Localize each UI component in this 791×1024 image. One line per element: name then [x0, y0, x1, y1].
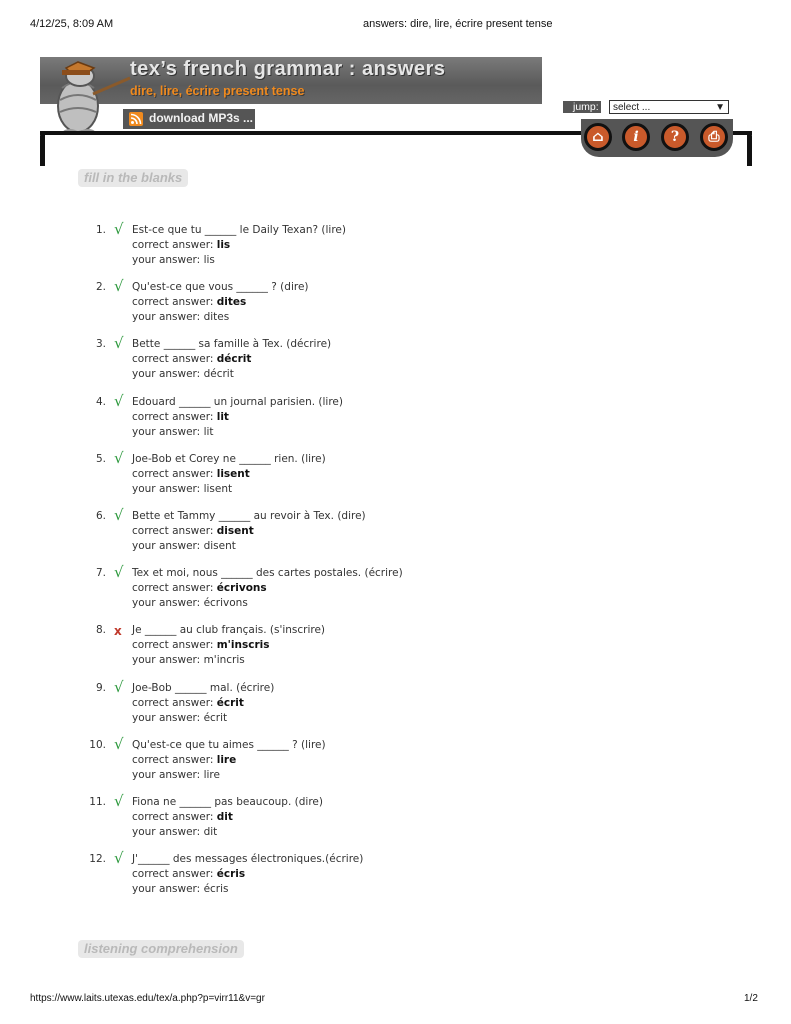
your-answer-value: décrit: [203, 368, 234, 381]
question-number: 9.: [95, 681, 106, 694]
question-prompt: Joe-Bob et Corey ne ______ rien. (lire): [132, 452, 326, 465]
correct-answer-value: écrit: [216, 696, 244, 709]
answer-item: [80, 391, 680, 453]
page-subtitle: dire, lire, écrire present tense: [130, 84, 305, 98]
correct-answer-label: correct answer:: [132, 524, 214, 537]
correct-answer-line: [132, 411, 229, 423]
your-answer-line: [132, 540, 236, 552]
correct-check-icon: √: [114, 220, 124, 238]
answer-item: [80, 277, 680, 338]
help-icon[interactable]: ?: [661, 123, 689, 151]
correct-answer-line: [132, 754, 236, 766]
correct-answer-line: [132, 639, 269, 651]
correct-answer-line: [132, 697, 244, 709]
correct-answer-label: correct answer:: [132, 810, 214, 823]
correct-answer-line: [132, 525, 254, 537]
question-prompt: Je ______ au club français. (s'inscrire): [132, 624, 326, 637]
jump-select[interactable]: [609, 100, 729, 114]
your-answer-line: [132, 426, 214, 438]
your-answer-label: your answer:: [132, 539, 201, 552]
answer-item: [80, 791, 680, 853]
question-number: 10.: [89, 738, 106, 751]
your-answer-value: m'incris: [203, 654, 245, 667]
answer-item: [80, 849, 680, 910]
answer-item: [80, 563, 680, 624]
answer-item: [80, 505, 680, 567]
rss-feed-icon: [129, 112, 143, 126]
your-answer-value: lis: [203, 254, 215, 266]
correct-answer-line: [132, 239, 230, 251]
correct-answer-line: [132, 811, 233, 823]
your-answer-label: your answer:: [132, 654, 201, 667]
your-answer-line: [132, 311, 229, 323]
info-icon[interactable]: i: [622, 123, 650, 151]
correct-answer-value: écrivons: [216, 582, 267, 595]
your-answer-line: [132, 654, 245, 666]
correct-check-icon: √: [114, 791, 124, 810]
correct-answer-value: décrit: [216, 353, 252, 366]
answer-item: [80, 448, 680, 510]
your-answer-label: your answer:: [132, 825, 201, 838]
correct-answer-label: correct answer:: [132, 582, 214, 595]
section-fill-in-blanks: fill in the blanks: [78, 169, 188, 187]
correct-check-icon: √: [114, 391, 124, 410]
your-answer-label: your answer:: [132, 597, 201, 610]
question-number: 5.: [95, 452, 106, 465]
question-prompt: Fiona ne ______ pas beaucoup. (dire): [132, 795, 323, 808]
print-doc-title: answers: dire, lire, écrire present tense: [363, 18, 553, 30]
correct-answer-value: m'inscris: [216, 639, 270, 652]
question-prompt: Bette et Tammy ______ au revoir à Tex. (dire): [132, 509, 366, 522]
correct-answer-label: correct answer:: [132, 410, 214, 423]
correct-answer-label: correct answer:: [132, 696, 214, 709]
correct-check-icon: √: [114, 734, 124, 753]
your-answer-value: lit: [203, 425, 214, 438]
your-answer-label: your answer:: [132, 482, 201, 495]
question-prompt: Edouard ______ un journal parisien. (lire): [132, 395, 343, 408]
print-datetime: 4/12/25, 8:09 AM: [30, 18, 114, 30]
correct-answer-value: lire: [216, 753, 237, 766]
your-answer-line: [132, 597, 248, 609]
your-answer-line: [132, 769, 220, 781]
answer-item: [80, 334, 680, 395]
your-answer-value: écrivons: [203, 597, 248, 610]
correct-answer-line: [132, 582, 267, 594]
print-icon[interactable]: ⎙: [700, 123, 728, 151]
correct-answer-label: correct answer:: [132, 868, 214, 881]
question-number: 12.: [89, 853, 106, 866]
correct-answer-value: lisent: [216, 467, 250, 480]
your-answer-value: écrit: [203, 711, 228, 724]
answer-list: [80, 220, 680, 910]
download-mp3-label[interactable]: download MP3s ...: [149, 111, 254, 125]
correct-answer-line: [132, 468, 250, 480]
your-answer-line: [132, 826, 217, 838]
correct-answer-value: dites: [216, 296, 247, 309]
your-answer-line: [132, 368, 234, 380]
question-number: 7.: [95, 567, 106, 580]
correct-check-icon: √: [114, 334, 124, 353]
correct-answer-value: écris: [216, 868, 246, 881]
your-answer-value: lisent: [203, 482, 233, 495]
correct-check-icon: √: [114, 563, 124, 582]
correct-answer-value: dit: [216, 810, 233, 823]
question-number: 6.: [95, 509, 106, 522]
your-answer-line: [132, 483, 232, 495]
your-answer-value: disent: [203, 539, 236, 552]
question-number: 2.: [95, 281, 106, 294]
answer-item: [80, 220, 680, 281]
your-answer-label: your answer:: [132, 311, 201, 324]
correct-answer-value: disent: [216, 524, 254, 537]
correct-check-icon: √: [114, 505, 124, 524]
chevron-down-icon: ▼: [715, 102, 725, 113]
question-number: 1.: [95, 224, 106, 236]
content-frame-left: [40, 131, 45, 166]
correct-answer-value: lit: [216, 410, 229, 423]
your-answer-line: [132, 712, 227, 724]
correct-answer-line: [132, 296, 246, 308]
your-answer-value: dit: [203, 825, 218, 838]
jump-select-value: select ...: [613, 102, 651, 113]
section-listening-comprehension: listening comprehension: [78, 940, 244, 958]
question-prompt: J'______ des messages électroniques.(écrire): [132, 853, 364, 866]
correct-answer-line: [132, 353, 251, 365]
your-answer-label: your answer:: [132, 711, 201, 724]
your-answer-label: your answer:: [132, 254, 201, 266]
question-prompt: Bette ______ sa famille à Tex. (décrire): [132, 338, 332, 351]
question-number: 3.: [95, 338, 106, 351]
answer-item: [80, 677, 680, 739]
correct-answer-label: correct answer:: [132, 296, 214, 309]
content-frame-right: [747, 131, 752, 166]
correct-check-icon: √: [114, 677, 124, 696]
correct-answer-value: lis: [216, 239, 231, 251]
question-number: 11.: [89, 795, 106, 808]
correct-answer-line: [132, 868, 245, 880]
print-url: https://www.laits.utexas.edu/tex/a.php?p=virr11&v=gr: [30, 993, 265, 1004]
your-answer-value: dites: [203, 311, 230, 324]
question-prompt: Qu'est-ce que tu aimes ______ ? (lire): [132, 738, 326, 751]
answer-item: [80, 734, 680, 796]
your-answer-value: écris: [203, 883, 229, 896]
your-answer-value: lire: [203, 768, 220, 781]
site-title: tex’s french grammar : answers: [130, 58, 446, 80]
correct-answer-label: correct answer:: [132, 467, 214, 480]
correct-check-icon: √: [114, 849, 124, 868]
correct-answer-label: correct answer:: [132, 639, 214, 652]
correct-check-icon: √: [114, 448, 124, 467]
wrong-x-icon: x: [114, 624, 122, 639]
jump-label: jump:: [563, 101, 601, 113]
correct-answer-label: correct answer:: [132, 753, 214, 766]
correct-check-icon: √: [114, 277, 124, 296]
your-answer-label: your answer:: [132, 768, 201, 781]
your-answer-label: your answer:: [132, 425, 201, 438]
correct-answer-label: correct answer:: [132, 353, 214, 366]
question-prompt: Est-ce que tu ______ le Daily Texan? (lire): [132, 224, 346, 236]
print-page-number: 1/2: [744, 993, 758, 1004]
your-answer-line: [132, 883, 229, 895]
your-answer-label: your answer:: [132, 368, 201, 381]
question-prompt: Tex et moi, nous ______ des cartes postales. (écrire): [132, 567, 403, 580]
question-prompt: Joe-Bob ______ mal. (écrire): [132, 681, 275, 694]
home-icon[interactable]: ⌂: [584, 123, 612, 151]
correct-answer-label: correct answer:: [132, 239, 214, 251]
question-number: 4.: [95, 395, 106, 408]
question-number: 8.: [95, 624, 106, 637]
your-answer-label: your answer:: [132, 883, 201, 896]
your-answer-line: [132, 254, 215, 266]
question-prompt: Qu'est-ce que vous ______ ? (dire): [132, 281, 309, 294]
answer-item: [80, 624, 680, 681]
